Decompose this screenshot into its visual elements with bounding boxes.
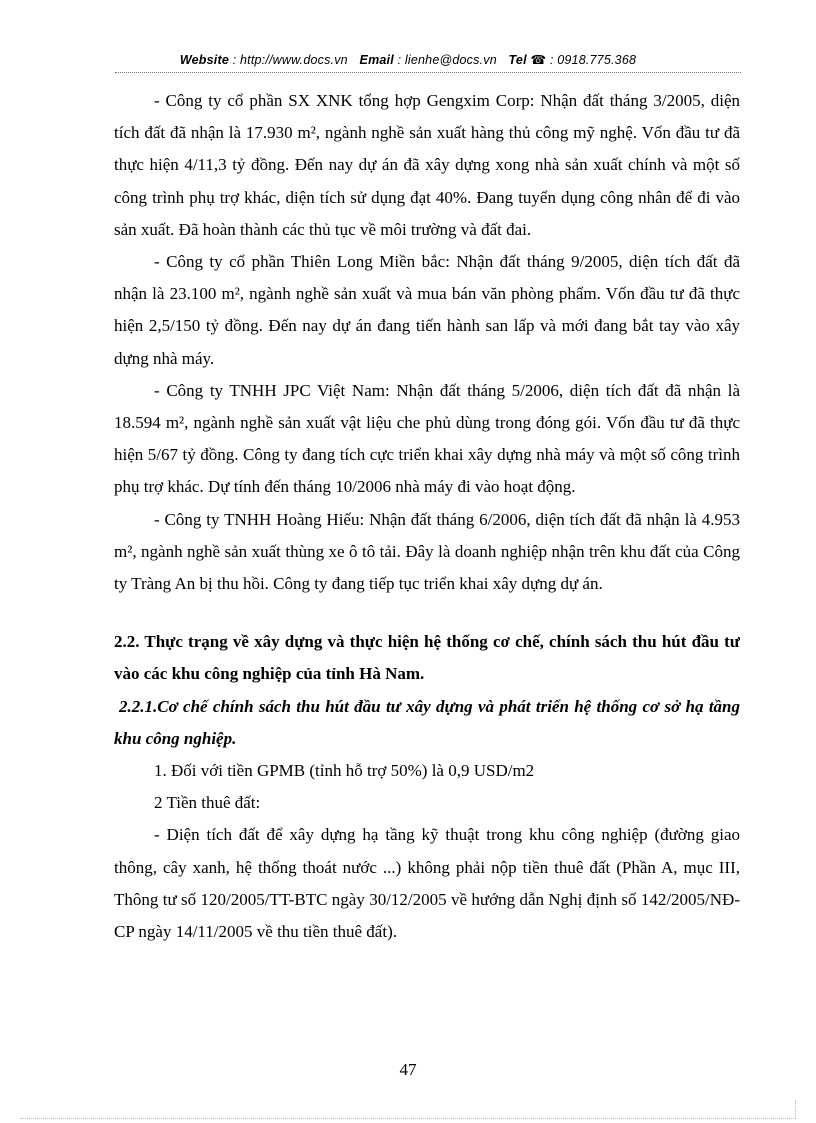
footer-divider bbox=[20, 1118, 796, 1119]
phone-icon: ☎ bbox=[530, 53, 547, 67]
page-number: 47 bbox=[399, 1060, 417, 1079]
header-divider bbox=[115, 72, 741, 73]
paragraph-gengxim: - Công ty cổ phần SX XNK tổng hợp Gengxim Corp: Nhận đất tháng 3/2005, diện tích đất đã nhận là 17.930 m², ngành nghề sản xuất hàng thủ công mỹ nghệ. Vốn đầu tư đã thực hiện 4/11,3 tỷ đồng. Đến nay dự án đã xây dựng xong nhà sản xuất chính và một số công trình phụ trợ khác, diện tích sử dụng đạt 40%. Đang tuyển dụng công nhân để đi vào sản xuất. Đã hoàn thành các thủ tục về môi trường và đất đai. bbox=[114, 91, 740, 239]
email-label: Email bbox=[359, 53, 394, 67]
footer-corner-divider bbox=[795, 1100, 796, 1118]
tel-value: : 0918.775.368 bbox=[549, 53, 637, 67]
paragraph-jpc: - Công ty TNHH JPC Việt Nam: Nhận đất tháng 5/2006, diện tích đất đã nhận là 18.594 m², ngành nghề sản xuất vật liệu che phủ dùng trong đóng gói. Vốn đầu tư đã thực hiện 5/67 tỷ đồng. Công ty đang tích cực triển khai xây dựng nhà máy và một số công trình phụ trợ khác. Dự tính đến tháng 10/2006 nhà máy đi vào hoạt động. bbox=[114, 380, 740, 497]
section-heading-2-2: 2.2. Thực trạng về xây dựng và thực hiện hệ thống cơ chế, chính sách thu hút đầu tư vào các khu công nghiệp của tỉnh Hà Nam. bbox=[114, 632, 740, 684]
email-value[interactable]: : lienhe@docs.vn bbox=[397, 53, 497, 67]
subsection-heading-2-2-1: 2.2.1.Cơ chế chính sách thu hút đầu tư xây dựng và phát triển hệ thống cơ sở hạ tầng khu công nghiệp. bbox=[114, 696, 740, 748]
paragraph-land-rent: - Diện tích đất để xây dựng hạ tầng kỹ thuật trong khu công nghiệp (đường giao thông, cây xanh, hệ thống thoát nước ...) không phải nộp tiền thuê đất (Phần A, mục III, Thông tư số 120/2005/TT-BTC ngày 30/12/2005 về hướng dẫn Nghị định số 142/2005/NĐ-CP ngày 14/11/2005 về thu tiền thuê đất). bbox=[114, 825, 740, 942]
list-item-1: 1. Đối với tiền GPMB (tỉnh hỗ trợ 50%) là 0,9 USD/m2 bbox=[154, 761, 535, 781]
paragraph-hoang-hieu: - Công ty TNHH Hoàng Hiếu: Nhận đất tháng 6/2006, diện tích đất đã nhận là 4.953 m², ngành nghề sản xuất thùng xe ô tô tải. Đây là doanh nghiệp nhận trên khu đất của Công ty Tràng An bị thu hồi. Công ty đang tiếp tục triển khai xây dựng dự án. bbox=[114, 509, 740, 594]
tel-label: Tel bbox=[508, 53, 527, 67]
page-header bbox=[0, 52, 816, 67]
list-item-2: 2 Tiền thuê đất: bbox=[154, 793, 261, 813]
website-label: Website bbox=[179, 53, 229, 67]
paragraph-thien-long: - Công ty cổ phần Thiên Long Miền bắc: Nhận đất tháng 9/2005, diện tích đất đã nhận là 23.100 m², ngành nghề sản xuất và mua bán văn phòng phẩm. Vốn đầu tư đã thực hiện 2,5/150 tỷ đồng. Đến nay dự án đang tiến hành san lấp và mới đang bắt tay vào xây dựng nhà máy. bbox=[114, 252, 740, 368]
website-value[interactable]: : http://www.docs.vn bbox=[232, 53, 348, 67]
document-body bbox=[114, 85, 740, 948]
